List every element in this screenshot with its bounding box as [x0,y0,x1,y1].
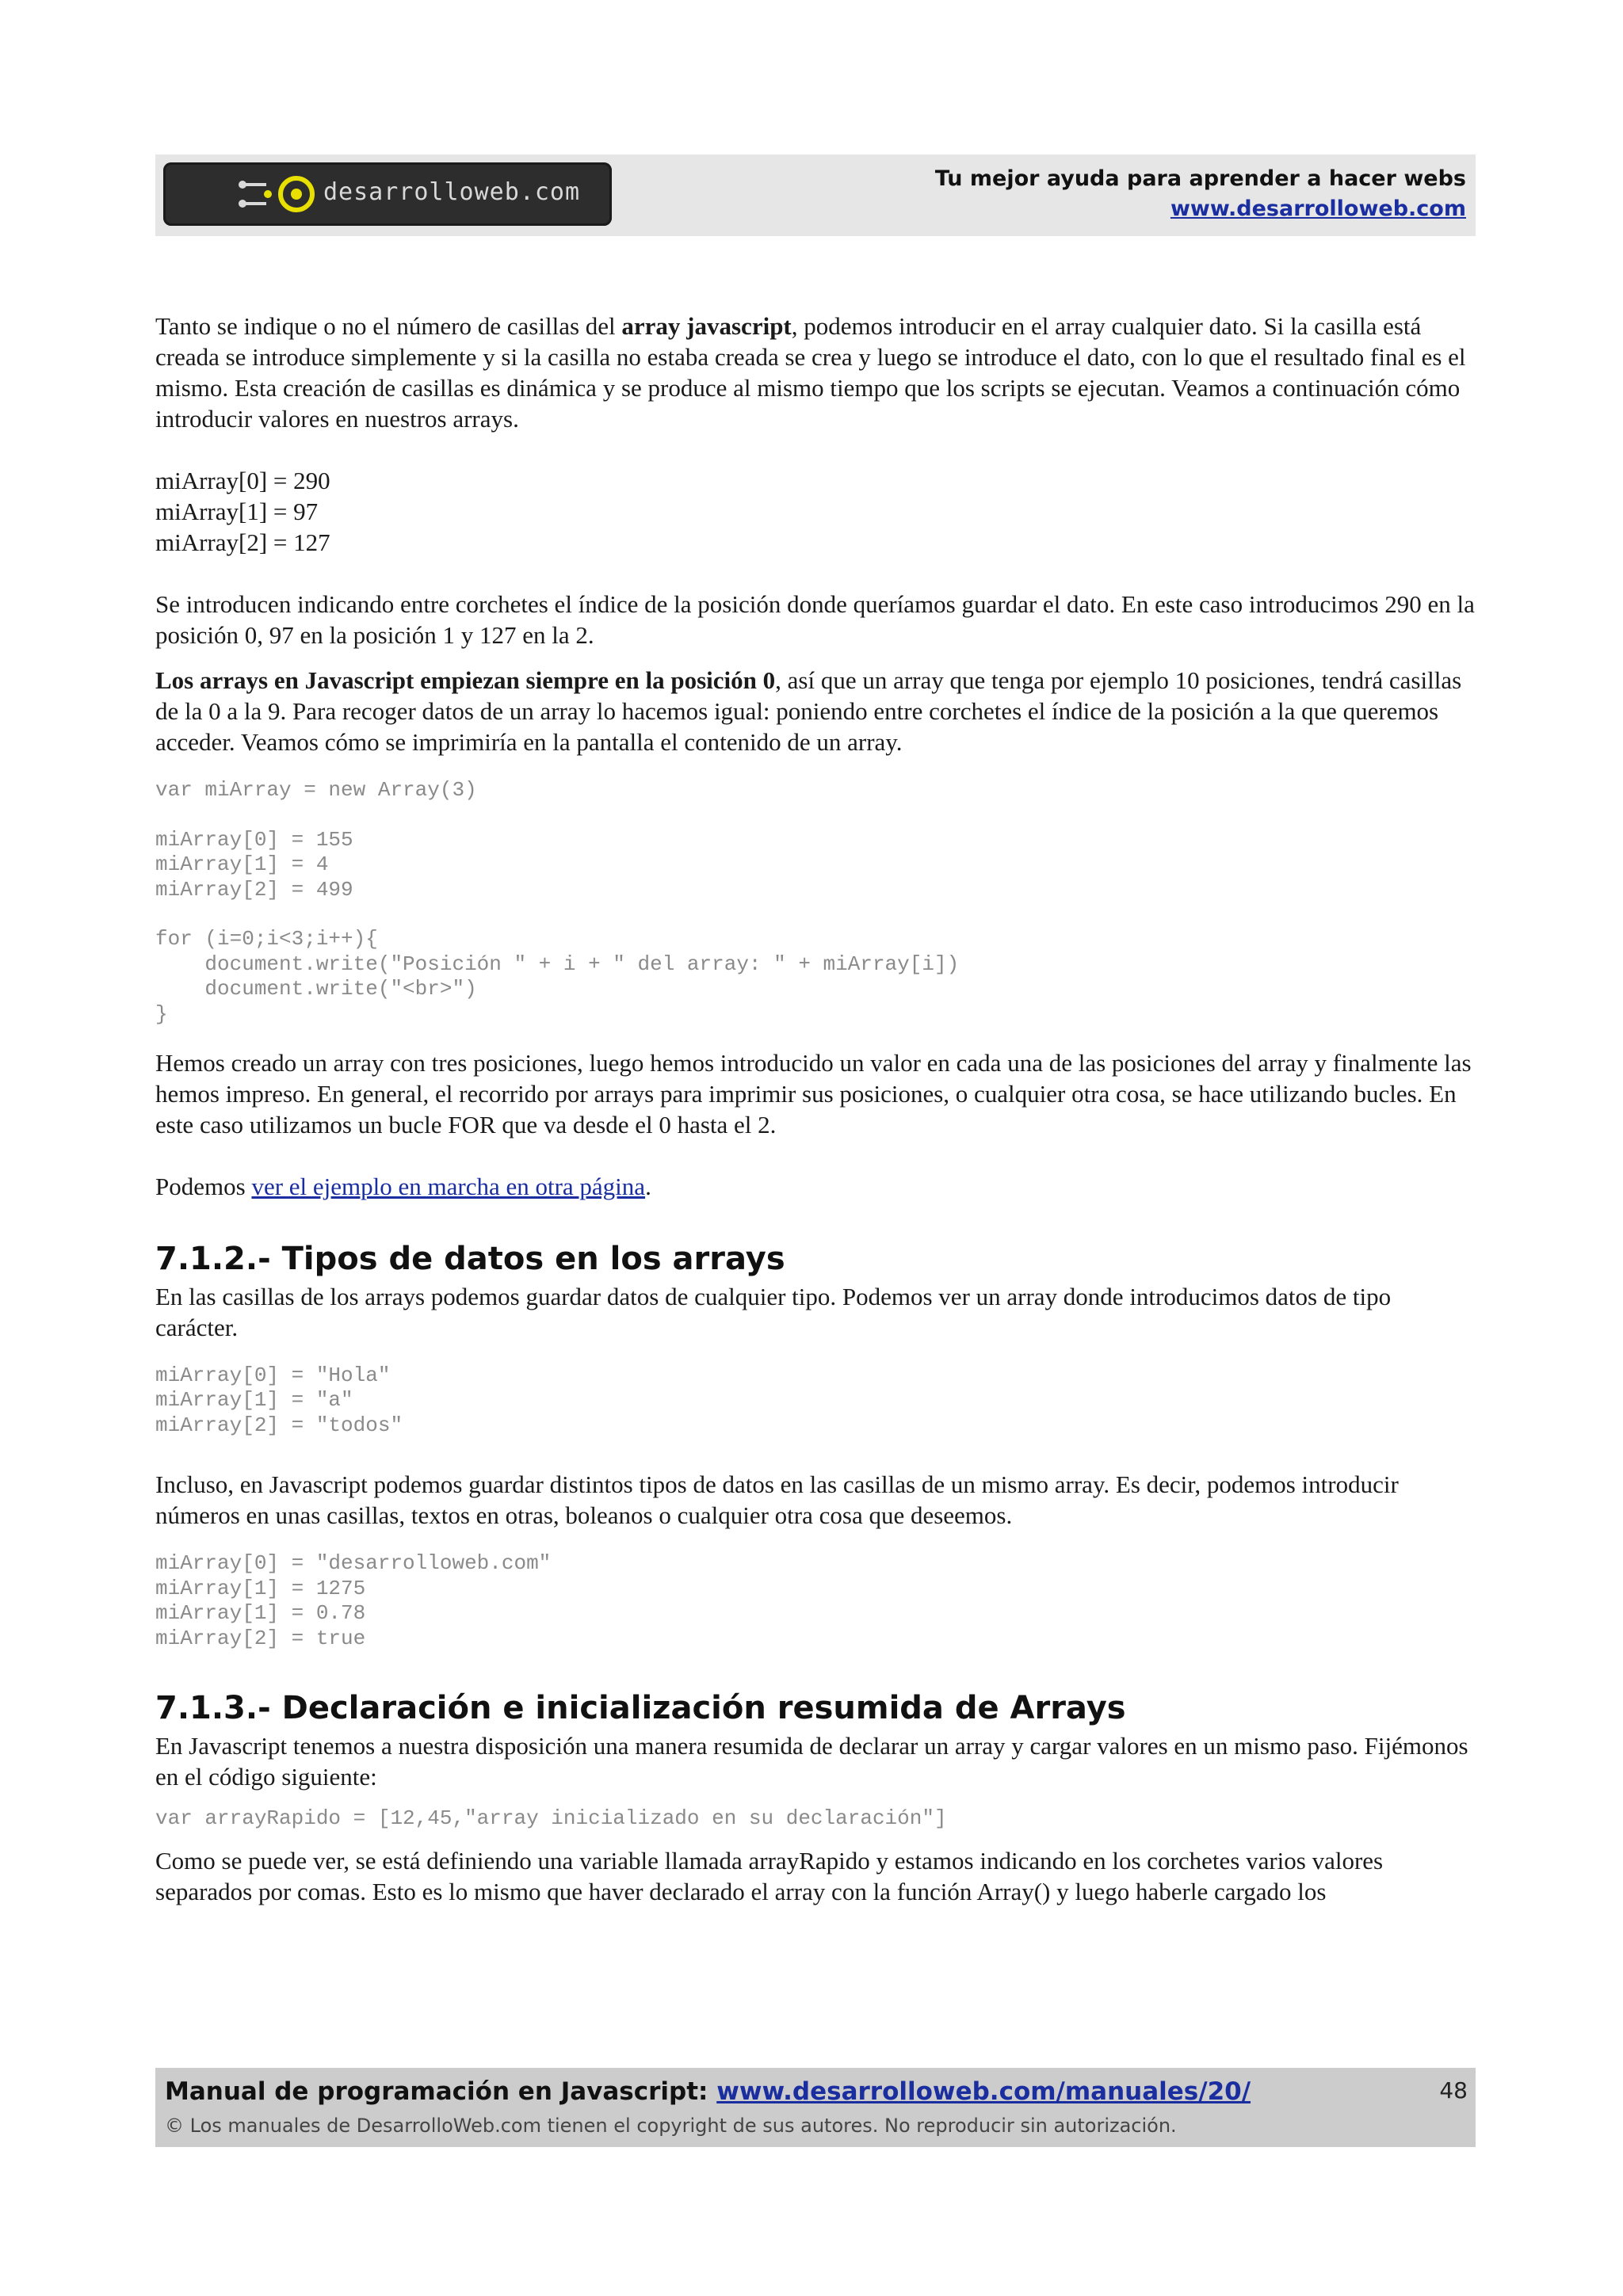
header-url-link[interactable]: www.desarrolloweb.com [1170,196,1466,221]
assign-line: miArray[2] = 127 [155,528,330,556]
paragraph-literal-explanation: Como se puede ver, se está definiendo una variable llamada arrayRapido y estamos indicando en los corchetes varios valores separados por comas. Esto es lo mismo que haver declarado el array con la función Array() y luego haberle cargado los [155,1847,1384,1906]
paragraph-short-declaration: En Javascript tenemos a nuestra disposición una manera resumida de declarar un array y cargar valores en un mismo paso. Fijémonos en el código siguiente: [155,1731,1468,1791]
paragraph-mixed-types: Incluso, en Javascript podemos guardar distintos tipos de datos en las casillas de un mismo array. Es decir, podemos introducir números en unas casillas, textos en otras, boleanos o cualquier otra cosa que deseemos. [155,1470,1399,1530]
paragraph-loop-explanation: Hemos creado un array con tres posiciones, luego hemos introducido un valor en cada una de las posiciones del array y finalmente las hemos impreso. En general, el recorrido por arrays para imprimir sus posiciones, o cualquier otra cosa, se hace utilizando bucles. En este caso utilizamos un bucle FOR que va desde el 0 hasta el 2. [155,1049,1472,1139]
page-footer [155,2068,1476,2147]
logo-text: desarrolloweb.com [323,178,581,206]
bold-term: array javascript [621,312,792,340]
paragraph-example-link: Podemos ver el ejemplo en marcha en otra página. [155,1173,651,1201]
assign-line: miArray[0] = 290 [155,467,330,494]
example-link[interactable]: ver el ejemplo en marcha en otra página [251,1173,646,1201]
footer-manual-title: Manual de programación en Javascript: www.desarrolloweb.com/manuales/20/ [165,2077,1251,2106]
header-tagline [935,164,1466,224]
code-block-literal: var arrayRapido = [12,45,"array inicializado en su declaración"] [155,1806,947,1830]
section-heading-712: 7.1.2.- Tipos de datos en los arrays [155,1241,785,1278]
tagline-text: Tu mejor ayuda para aprender a hacer webs [934,166,1466,191]
site-logo[interactable] [163,162,612,226]
assign-line: miArray[1] = 97 [155,498,319,525]
bold-statement: Los arrays en Javascript empiezan siempre en la posición 0 [155,666,776,694]
code-block-strings: miArray[0] = "Hola" miArray[1] = "a" miArray[2] = "todos" [155,1363,403,1437]
paragraph-index-explanation: Se introducen indicando entre corchetes el índice de la posición donde queríamos guardar el dato. En este caso introducimos 290 en la posición 0, 97 en la posición 1 y 127 en la 2. [155,590,1475,649]
logo-mark-icon [235,174,322,215]
section-heading-713: 7.1.3.- Declaración e inicialización resumida de Arrays [155,1689,1126,1726]
paragraph-zero-index: Los arrays en Javascript empiezan siempre en la posición 0, así que un array que tenga por ejemplo 10 posiciones, tendrá casillas de la 0 a la 9. Para recoger datos de un array lo hacemos igual: poniendo entre corchetes el índice de la posición a la que queremos acceder. Veamos cómo se imprimiría en la pantalla el contenido de un array. [155,666,1462,756]
page-number: 48 [1439,2077,1468,2103]
code-block-loop: var miArray = new Array(3) miArray[0] = 155 miArray[1] = 4 miArray[2] = 499 for (i=0;i<3;i++){ document.write("Posición " + i + " del array: " + miArray[i]) document.write("<br>") } [155,778,960,1026]
paragraph-intro: Tanto se indique o no el número de casillas del array javascript, podemos introducir en el array cualquier dato. Si la casilla está creada se introduce simplemente y si la casilla no estaba creada se crea y luego se introduce el dato, con lo que el resultado final es el mismo. Esta creación de casillas es dinámica y se produce al mismo tiempo que los scripts se ejecutan. Veamos a continuación cómo introducir valores en nuestros arrays. [155,312,1466,433]
code-block-mixed: miArray[0] = "desarrolloweb.com" miArray[1] = 1275 miArray[1] = 0.78 miArray[2] = true [155,1551,552,1650]
page-content [155,311,1476,1907]
page-header [155,154,1476,236]
footer-copyright: © Los manuales de DesarrolloWeb.com tienen el copyright de sus autores. No reproducir sin autorización. [165,2115,1177,2137]
paragraph-data-types: En las casillas de los arrays podemos guardar datos de cualquier tipo. Podemos ver un array donde introducimos datos de tipo carácter. [155,1283,1392,1342]
footer-url-link[interactable]: www.desarrolloweb.com/manuales/20/ [716,2077,1251,2106]
